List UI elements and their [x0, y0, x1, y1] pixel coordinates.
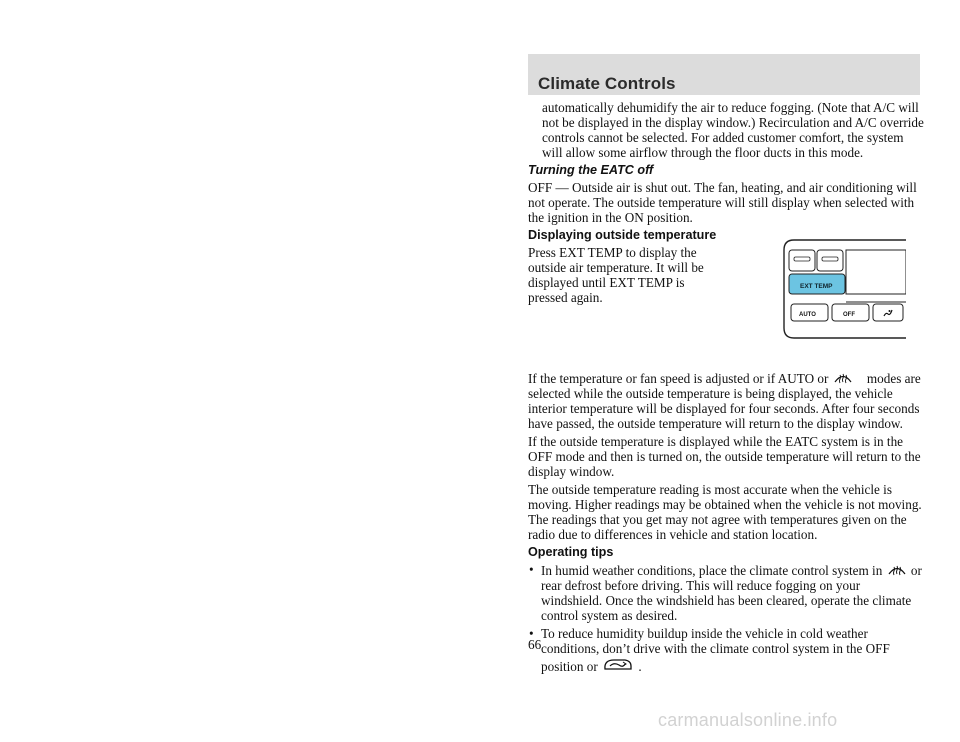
ext-temp-block [528, 245, 924, 370]
panel-top-button-right-slot [822, 257, 838, 261]
intro-paragraph: automatically dehumidify the air to reduce fogging. (Note that A/C will not be displayed in the display window.) Recirculation and A/C override controls cannot be selected. For added customer comfort, the system will allow some airflow through the floor ducts in this mode. [542, 100, 924, 160]
tip-cold-end: . [638, 659, 642, 674]
panel-top-button-left-slot [794, 257, 810, 261]
heading-display-outside-temp: Displaying outside temperature [528, 228, 717, 242]
accuracy-paragraph: The outside temperature reading is most accurate when the vehicle is moving. Higher readings may be obtained when the vehicle is not moving. The readings that you get may not agree with temperatures given on the radio due to differences in vehicle and station location. [528, 482, 922, 542]
bullet-marker: • [529, 562, 534, 577]
tip-humid-start: In humid weather conditions, place the climate control system in [541, 563, 883, 578]
adjust-paragraph-start: If the temperature or fan speed is adjusted or if AUTO or [528, 371, 829, 386]
tip-item-cold [528, 626, 924, 674]
fan-button [873, 304, 903, 321]
display-paragraph: Press EXT TEMP to display the outside air temperature. It will be displayed until EXT TEMP is pressed again. [528, 245, 704, 305]
section-header [528, 54, 920, 95]
defrost-icon [886, 562, 908, 578]
heading-operating-tips: Operating tips [528, 545, 614, 559]
off-mode-paragraph: If the outside temperature is displayed while the EATC system is in the OFF mode and then is turned on, the outside temperature will return to the display window. [528, 434, 921, 479]
defrost-icon [832, 370, 854, 386]
page-number: 66 [528, 637, 542, 652]
adjust-paragraph-end: modes are selected while the outside temperature is being displayed, the vehicle interior temperature will be displayed for four seconds. After four seconds have passed, the outside temperature will return to the display window. [528, 371, 921, 431]
page-content [528, 100, 924, 677]
off-button-label: OFF [843, 312, 855, 318]
recirculation-icon [601, 656, 635, 674]
climate-control-panel-illustration [780, 238, 906, 340]
auto-button-label: AUTO [799, 312, 816, 318]
ext-temp-button-label: EXT TEMP [800, 283, 833, 290]
tip-item-humid [528, 562, 924, 623]
tip-humid-end: or rear defrost before driving. This will reduce fogging on your windshield. Once the windshield has been cleared, operate the climate control system as desired. [541, 563, 922, 623]
watermark: carmanualsonline.info [658, 710, 838, 730]
bullet-marker: • [529, 626, 534, 641]
heading-turning-off: Turning the EATC off [528, 163, 654, 177]
adjust-paragraph [528, 370, 924, 431]
tip-cold-start: To reduce humidity buildup inside the vehicle in cold weather conditions, don’t drive with the climate control system in the OFF position or [541, 626, 890, 674]
panel-display-window [846, 250, 906, 294]
section-title: Climate Controls [538, 74, 676, 93]
off-paragraph: OFF — Outside air is shut out. The fan, heating, and air conditioning will not operate. The outside temperature will still display when selected with the ignition in the ON position. [528, 180, 917, 225]
